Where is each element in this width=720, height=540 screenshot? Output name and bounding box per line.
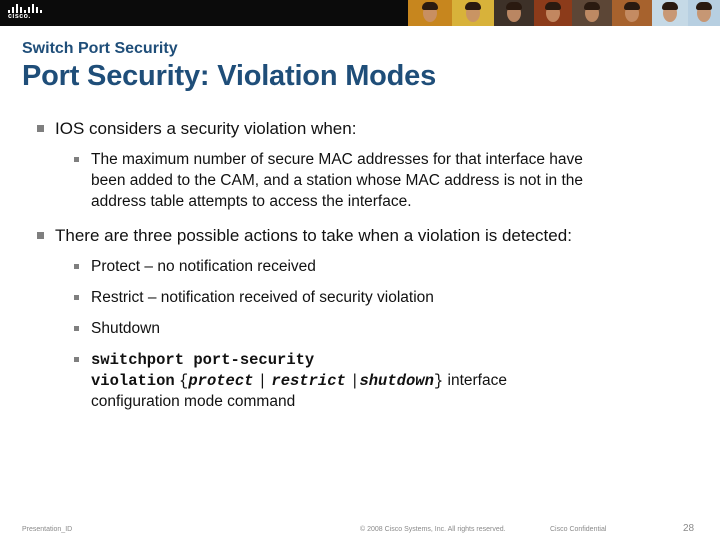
command-keyword: switchport port-security <box>91 351 315 369</box>
header-banner <box>0 0 720 26</box>
cisco-logo <box>8 2 42 22</box>
separator-1: | <box>257 372 268 390</box>
hair-shape <box>422 2 438 10</box>
cisco-bars-icon <box>8 2 42 13</box>
bullet-possible-actions: There are three possible actions to take when a violation is detected: <box>55 226 572 245</box>
action-shutdown: Shutdown <box>91 320 160 337</box>
photo-6 <box>612 0 652 26</box>
option-protect: protect <box>188 372 254 390</box>
sub-bullet-square-icon <box>74 326 79 331</box>
footer-presentation-id: Presentation_ID <box>22 526 73 533</box>
cisco-wordmark: cisco. <box>8 13 31 20</box>
brace-open: { <box>179 372 189 390</box>
footer-copyright: © 2008 Cisco Systems, Inc. All rights reserved. <box>360 526 506 533</box>
photo-7 <box>652 0 688 26</box>
hair-shape <box>584 2 600 10</box>
command-line-3: configuration mode command <box>91 393 296 410</box>
sub-bullet-square-icon <box>74 357 79 362</box>
photo-4 <box>534 0 572 26</box>
hair-shape <box>545 2 561 10</box>
sub-bullet-line-1: The maximum number of secure MAC addresses for that interface have <box>91 151 583 168</box>
hair-shape <box>506 2 522 10</box>
command-after-text: interface <box>447 372 507 389</box>
brace-close: } <box>433 372 444 390</box>
sub-bullet-square-icon <box>74 157 79 162</box>
hair-shape <box>624 2 640 10</box>
photo-5 <box>572 0 612 26</box>
option-restrict: restrict <box>271 372 346 390</box>
photo-8 <box>688 0 720 26</box>
slide-subtitle: Switch Port Security <box>22 40 178 57</box>
option-shutdown: shutdown <box>359 372 434 390</box>
action-restrict: Restrict – notification received of security violation <box>91 289 434 306</box>
photo-2 <box>452 0 494 26</box>
bullet-square-icon <box>37 125 44 132</box>
separator-2: | <box>350 372 360 390</box>
command-line-2 <box>91 371 507 392</box>
footer-confidential: Cisco Confidential <box>550 526 607 533</box>
sub-bullet-line-2: been added to the CAM, and a station whose MAC address is not in the <box>91 172 583 189</box>
command-line-1 <box>91 350 314 371</box>
hair-shape <box>662 2 678 10</box>
photo-strip <box>408 0 720 26</box>
footer-page-number: 28 <box>683 523 695 534</box>
sub-bullet-square-icon <box>74 264 79 269</box>
bullet-square-icon <box>37 232 44 239</box>
sub-bullet-square-icon <box>74 295 79 300</box>
hair-shape <box>465 2 481 10</box>
bullet-violation-conditions: IOS considers a security violation when: <box>55 119 357 138</box>
command-violation: violation <box>91 372 175 390</box>
photo-3 <box>494 0 534 26</box>
photo-1 <box>408 0 452 26</box>
sub-bullet-line-3: address table attempts to access the interface. <box>91 193 412 210</box>
hair-shape <box>696 2 712 10</box>
slide-footer <box>0 520 720 540</box>
action-protect: Protect – no notification received <box>91 258 316 275</box>
slide-title: Port Security: Violation Modes <box>22 60 437 92</box>
